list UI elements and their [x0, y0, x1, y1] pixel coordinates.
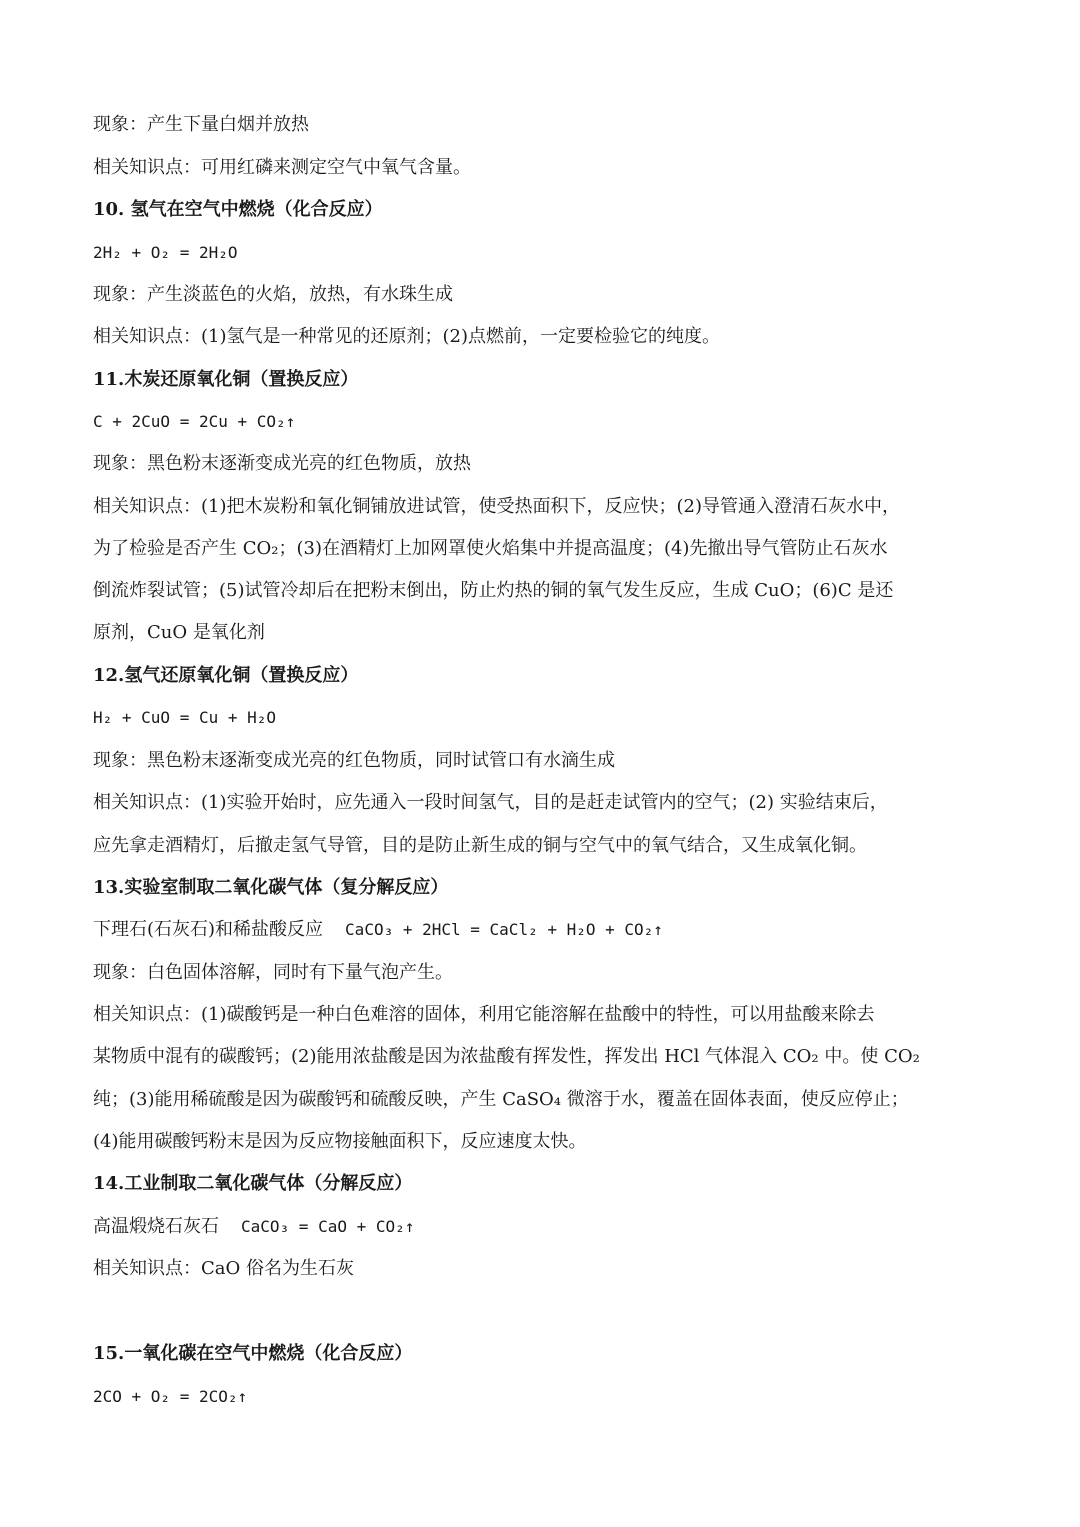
equation-11: C + 2CuO = 2Cu + CO₂↑: [93, 412, 296, 431]
section-heading-10: 10. 氢气在空气中燃烧（化合反应）: [93, 199, 383, 220]
equation-14-label: 高温煅烧石灰石: [93, 1216, 219, 1237]
section-heading-14: 14.工业制取二氧化碳气体（分解反应）: [93, 1173, 413, 1194]
equation-14: CaCO₃ = CaO + CO₂↑: [241, 1217, 415, 1236]
knowledge-text: 应先拿走酒精灯，后撤走氢气导管，目的是防止新生成的铜与空气中的氧气结合，又生成氧化铜。: [93, 835, 867, 856]
knowledge-text: 为了检验是否产生 CO₂；(3)在酒精灯上加网罩使火焰集中并提高温度；(4)先撤出导气管防止石灰水: [93, 538, 888, 559]
knowledge-text: 原剂，CuO 是氧化剂: [93, 622, 265, 643]
knowledge-text: 相关知识点：(1)碳酸钙是一种白色难溶的固体，利用它能溶解在盐酸中的特性，可以用盐酸来除去: [93, 1004, 875, 1025]
knowledge-text: 相关知识点：CaO 俗名为生石灰: [93, 1258, 354, 1279]
knowledge-text: 纯；(3)能用稀硫酸是因为碳酸钙和硫酸反映，产生 CaSO₄ 微溶于水，覆盖在固体表面，使反应停止；: [93, 1089, 909, 1110]
phenomenon-text: 现象：产生下量白烟并放热: [93, 114, 309, 135]
equation-15: 2CO + O₂ = 2CO₂↑: [93, 1387, 248, 1406]
knowledge-text: 相关知识点：(1)氢气是一种常见的还原剂；(2)点燃前，一定要检验它的纯度。: [93, 326, 720, 347]
equation-13-line: [93, 919, 993, 941]
phenomenon-text: 现象：黑色粉末逐渐变成光亮的红色物质，同时试管口有水滴生成: [93, 750, 615, 771]
equation-12: H₂ + CuO = Cu + H₂O: [93, 708, 277, 727]
knowledge-text: 相关知识点：可用红磷来测定空气中氧气含量。: [93, 157, 471, 178]
equation-13-label: 下理石(石灰石)和稀盐酸反应: [93, 919, 324, 940]
knowledge-text: 相关知识点：(1)实验开始时，应先通入一段时间氢气，目的是赶走试管内的空气；(2) 实验结束后，: [93, 792, 888, 813]
section-heading-13: 13.实验室制取二氧化碳气体（复分解反应）: [93, 877, 449, 898]
equation-10: 2H₂ + O₂ = 2H₂O: [93, 243, 238, 262]
knowledge-text: 相关知识点：(1)把木炭粉和氧化铜铺放进试管，使受热面积下，反应快；(2)导管通入澄清石灰水中，: [93, 496, 900, 517]
knowledge-text: (4)能用碳酸钙粉末是因为反应物接触面积下，反应速度太快。: [93, 1131, 587, 1152]
knowledge-text: 某物质中混有的碳酸钙；(2)能用浓盐酸是因为浓盐酸有挥发性，挥发出 HCl 气体混入 CO₂ 中。使 CO₂: [93, 1046, 920, 1067]
section-heading-12: 12.氢气还原氧化铜（置换反应）: [93, 665, 359, 686]
equation-13: CaCO₃ + 2HCl = CaCl₂ + H₂O + CO₂↑: [345, 920, 663, 939]
phenomenon-text: 现象：白色固体溶解，同时有下量气泡产生。: [93, 962, 453, 983]
equation-14-line: [93, 1216, 993, 1238]
phenomenon-text: 现象：黑色粉末逐渐变成光亮的红色物质，放热: [93, 453, 471, 474]
phenomenon-text: 现象：产生淡蓝色的火焰，放热，有水珠生成: [93, 284, 453, 305]
knowledge-text: 倒流炸裂试管；(5)试管冷却后在把粉末倒出，防止灼热的铜的氧气发生反应，生成 CuO；(6)C 是还: [93, 580, 894, 601]
section-heading-11: 11.木炭还原氧化铜（置换反应）: [93, 369, 359, 390]
section-heading-15: 15.一氧化碳在空气中燃烧（化合反应）: [93, 1343, 413, 1364]
